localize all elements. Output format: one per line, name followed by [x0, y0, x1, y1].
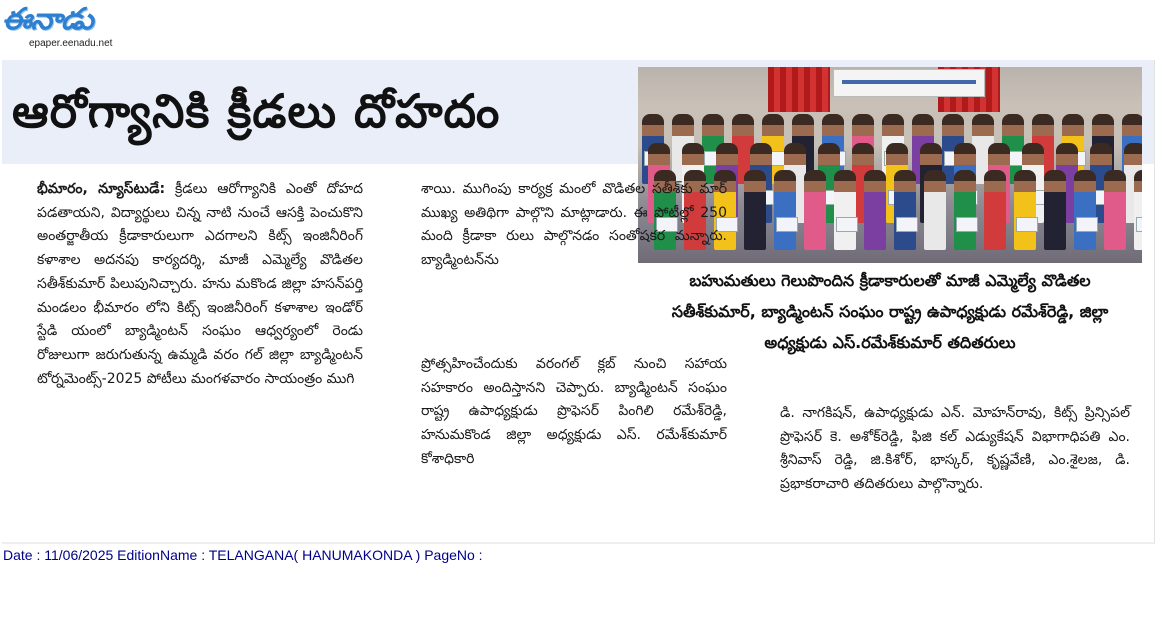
- photo-certificate: [776, 217, 798, 232]
- photo-person: [894, 170, 916, 250]
- photo-person: [1014, 170, 1036, 250]
- photo-certificate: [896, 217, 918, 232]
- article-headline: ఆరోగ్యానికి క్రీడలు దోహదం: [12, 84, 501, 138]
- photo-certificate: [836, 217, 858, 232]
- body-text-2: శాయి. ముగింపు కార్యక్ర మంలో వొడితల సతీశ్‌కు మార్ ముఖ్య అతిథిగా పాల్గొని మాట్లాడారు. ఈ పోటీల్లో 250 మంది క్రీడాకా రులు పాల్గొనడం సంతోషకర మన్నారు. బ్యాడ్మింటన్‌ను: [421, 181, 727, 269]
- article-column-1: [37, 178, 363, 391]
- photo-person: [1074, 170, 1096, 250]
- photo-caption: బహుమతులు గెలుపొందిన క్రీడాకారులతో మాజీ ఎమ్మెల్యే వొడితల సతీశ్‌కుమార్, బ్యాడ్మింటన్ సంఘం రాష్ట్ర ఉపాధ్యక్షుడు రమేశ్‌రెడ్డి, జిల్లా అధ్యక్షుడు ఎస్.రమేశ్‌కుమార్ తదితరులు: [671, 271, 1109, 352]
- photo-person: [1134, 170, 1142, 250]
- photo-person: [774, 170, 796, 250]
- eenadu-logo[interactable]: [2, 2, 137, 52]
- edition-footer: Date : 11/06/2025 EditionName : TELANGANA( HANUMAKONDA ) PageNo :: [3, 547, 483, 563]
- photo-person: [1104, 170, 1126, 250]
- photo-person: [744, 170, 766, 250]
- photo-person: [924, 170, 946, 250]
- photo-certificate: [1016, 217, 1038, 232]
- photo-person: [954, 170, 976, 250]
- dateline: భీమారం, న్యూస్‌టుడే:: [37, 181, 166, 197]
- article-column-2-continued: [421, 353, 727, 472]
- photo-certificate: [1076, 217, 1098, 232]
- photo-person: [834, 170, 856, 250]
- article-column-2: [421, 178, 727, 273]
- photo-person: [804, 170, 826, 250]
- photo-person: [984, 170, 1006, 250]
- photo-person: [1044, 170, 1066, 250]
- body-text-3: డి. నాగకిషన్, ఉపాధ్యక్షుడు ఎన్. మోహన్‌రావు, కిట్స్ ప్రిన్సిపల్ ప్రొఫెసర్ కె. అశోక్‌రెడ్డి, ఫిజి కల్ ఎడ్యుకేషన్ విభాగాధిపతి ఎం. శ్రీనివాస్ రెడ్డి, జి.కిశోర్, భాస్కర్, కృష్ణవేణి, ఎం.శైలజ, డి. ప్రభాకరాచారి తదితరులు పాల్గొన్నారు.: [780, 405, 1130, 493]
- photo-person: [864, 170, 886, 250]
- article-column-3: [780, 402, 1130, 497]
- body-text-2b: ప్రోత్సహించేందుకు వరంగల్ క్లబ్ నుంచి సహాయ సహకారం అందిస్తానని చెప్పారు. బ్యాడ్మింటన్ సంఘం రాష్ట్ర ఉపాధ్యక్షుడు ప్రొఫెసర్ పింగిలి రమేశ్‌రెడ్డి, హనుమకొండ జిల్లా అధ్యక్షుడు ఎస్. రమేశ్‌కుమార్ కోశాధికారి: [421, 356, 727, 467]
- logo-wordmark: ఈనాడు: [2, 2, 93, 37]
- photo-certificate: [956, 217, 978, 232]
- photo-certificate: [1136, 217, 1142, 232]
- logo-url: epaper.eenadu.net: [29, 38, 113, 49]
- body-text-1: క్రీడలు ఆరోగ్యానికి ఎంతో దోహద పడతాయని, విద్యార్థులు చిన్న నాటి నుంచే ఆసక్తి పెంచుకొని అంతర్జాతీయ క్రీడాకారులుగా ఎదగాలని కిట్స్ ఇంజినీరింగ్ కళాశాల అదనపు కార్యదర్శి, మాజీ ఎమ్మెల్యే వొడితల సతీశ్‌కుమార్ పిలుపునిచ్చారు. హను మకొండ జిల్లా హసన్‌పర్తి మండలం భీమారం లోని కిట్స్ ఇంజినీరింగ్ కళాశాల ఇండోర్ స్టేడి యంలో బ్యాడ్మింటన్ సంఘం ఆధ్వర్యంలో రెండు రోజులుగా జరుగుతున్న ఉమ్మడి వరం గల్ జిల్లా బ్యాడ్మింటన్ టోర్నమెంట్స్-2025 పోటీలు మంగళవారం సాయంత్రం ముగి: [37, 181, 363, 387]
